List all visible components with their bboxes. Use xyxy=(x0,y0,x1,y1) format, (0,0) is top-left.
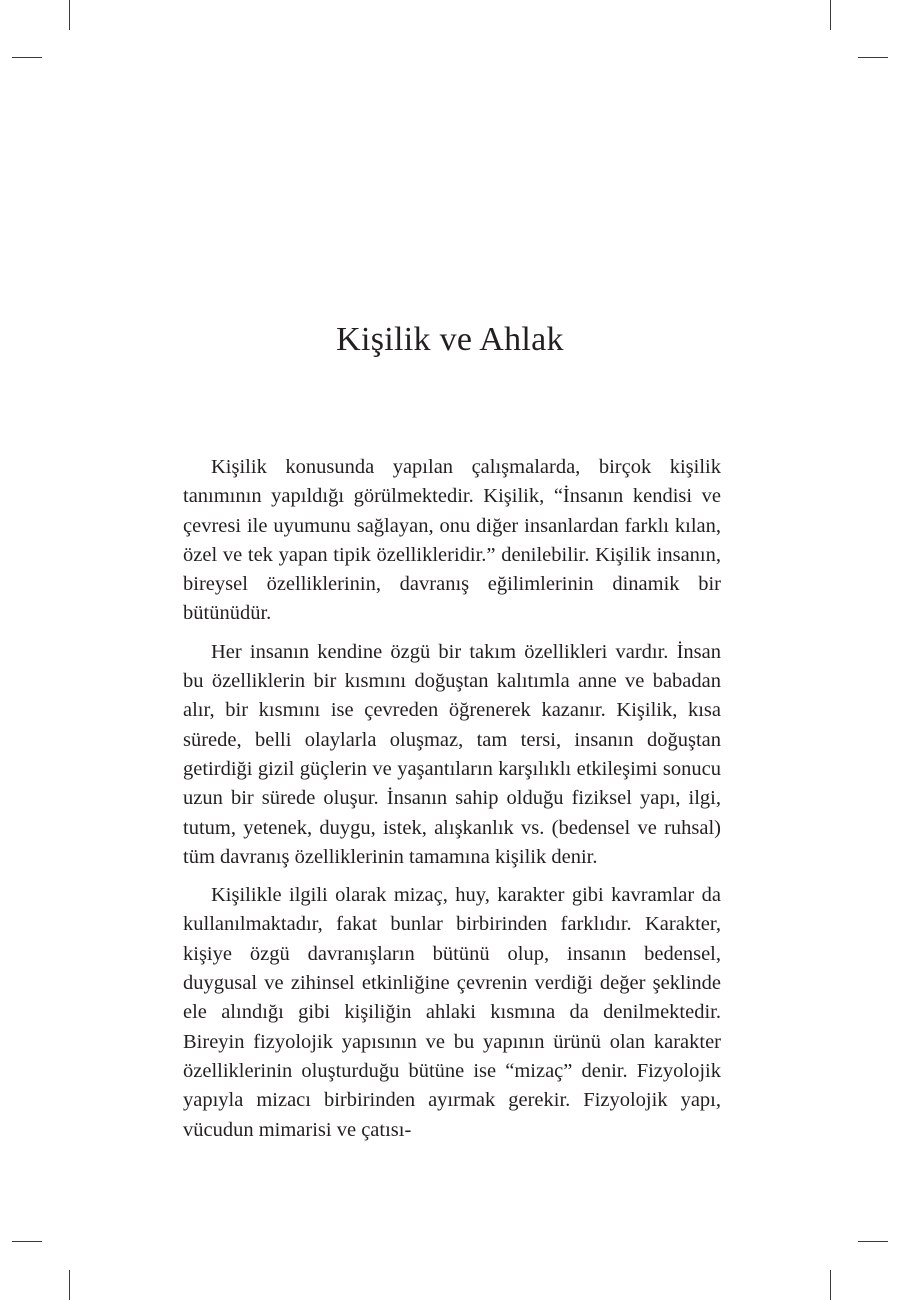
crop-mark-bottom-right xyxy=(858,1241,888,1242)
crop-mark-bottom-left xyxy=(69,1270,70,1300)
crop-mark-bottom-left xyxy=(12,1241,42,1242)
paragraph: Kişilik konusunda yapılan çalışmalarda, birçok kişilik tanımının yapıldığı görülmektedir. Kişilik, “İnsanın kendisi ve çevresi ile uyumunu sağlayan, onu diğer insanlardan farklı kılan, özel ve tek yapan tipik özellikleridir.” denilebilir. Kişilik insanın, bireysel özelliklerinin, davranış eğilimlerinin dinamik bir bütünüdür. xyxy=(183,456,721,625)
crop-mark-top-left xyxy=(12,57,42,58)
crop-mark-top-right xyxy=(858,57,888,58)
chapter-title: Kişilik ve Ahlak xyxy=(336,321,564,358)
crop-mark-top-right xyxy=(830,0,831,30)
crop-mark-top-left xyxy=(69,0,70,30)
paragraph: Her insanın kendine özgü bir takım özellikleri vardır. İnsan bu özelliklerin bir kısmını doğuştan kalıtımla anne ve babadan alır, bir kısmını ise çevreden öğrenerek kazanır. Kişilik, kısa sürede, belli olaylarla oluşmaz, tam tersi, insanın doğuştan getirdiği gizil güçlerin ve yaşantıların karşılıklı etkileşimi sonucu uzun bir sürede oluşur. İnsanın sahip olduğu fiziksel yapı, ilgi, tutum, yetenek, duygu, istek, alışkanlık vs. (bedensel ve ruhsal) tüm davranış özelliklerinin tamamına kişilik denir. xyxy=(183,640,721,868)
body-text xyxy=(183,453,721,1154)
crop-mark-bottom-right xyxy=(830,1270,831,1300)
paragraph: Kişilikle ilgili olarak mizaç, huy, karakter gibi kavramlar da kullanılmaktadır, fakat bunlar birbirinden farklıdır. Karakter, kişiye özgü davranışların bütünü olup, insanın bedensel, duygusal ve zihinsel etkinliğine çevrenin verdiği değer şeklinde ele alındığı gibi kişiliğin ahlaki kısmına da denilmektedir. Bireyin fizyolojik yapısının ve bu yapının ürünü olan karakter özelliklerinin oluşturduğu bütüne ise “mizaç” denir. Fizyolojik yapıyla mizacı birbirinden ayırmak gerekir. Fizyolojik yapı, vücudun mimarisi ve çatısı- xyxy=(183,884,721,1141)
